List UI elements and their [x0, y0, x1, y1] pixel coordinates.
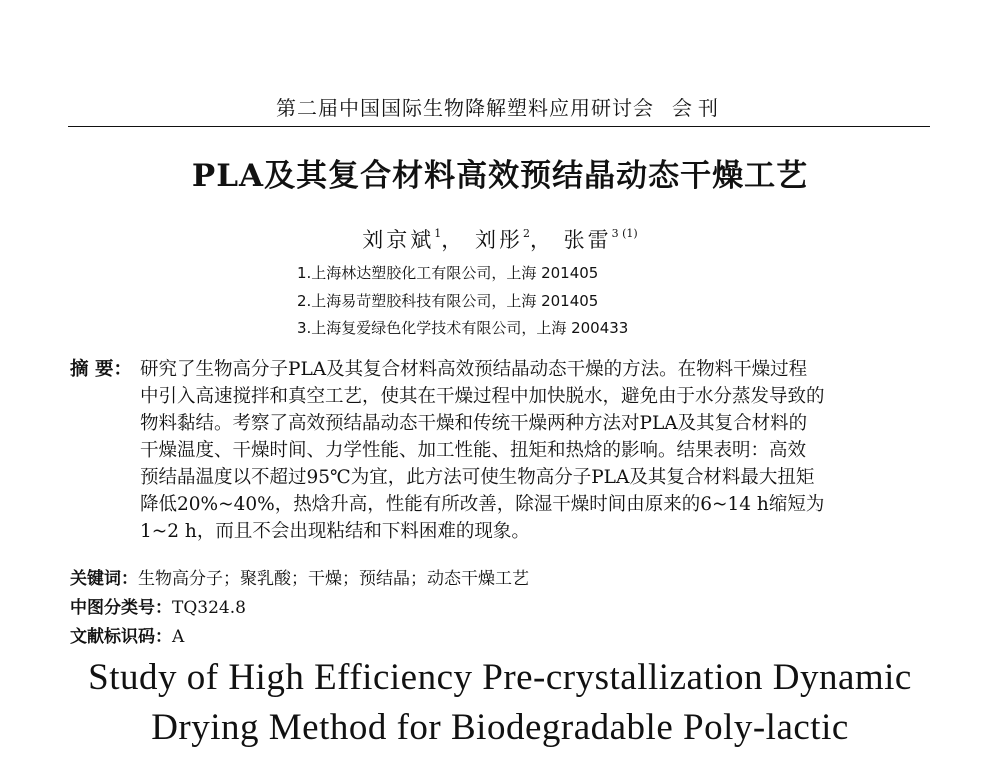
abstract-line: 物料黏结。考察了高效预结晶动态干燥和传统干燥两种方法对PLA及其复合材料的: [140, 413, 808, 434]
abstract-label: 摘 要：: [70, 359, 132, 380]
journal-name: 第二届中国国际生物降解塑料应用研讨会: [276, 96, 654, 120]
document-code-row: [70, 622, 184, 647]
abstract-line: 降低20%~40%，热焓升高，性能有所改善，除湿干燥时间由原来的6~14 h缩短为: [140, 494, 825, 515]
document-code-label: 文献标识码：: [70, 627, 172, 647]
author-affiliation-mark: 3 (1): [611, 227, 638, 240]
author-name: 刘彤: [474, 228, 523, 252]
classification-row: [70, 593, 246, 618]
author-list: 刘京斌$^1$， 刘彤$^2$， 张雷$^{3 (1)}$: [362, 227, 638, 252]
affiliation-3: 3.上海复爱绿色化学技术有限公司，上海 200433: [297, 319, 629, 337]
classification-value: TQ324.8: [172, 598, 246, 618]
journal-issue-label: 会刊: [672, 96, 724, 120]
paper-title: PLA及其复合材料高效预结晶动态干燥工艺: [191, 158, 809, 194]
author-name: 张雷: [563, 228, 612, 252]
document-code-value: A: [172, 627, 185, 647]
english-title-line-2: Drying Method for Biodegradable Poly-lactic: [151, 707, 849, 748]
journal-header: [0, 92, 1000, 121]
author-affiliation-mark: 1: [434, 227, 442, 240]
abstract-line: 1~2 h，而且不会出现粘结和下料困难的现象。: [140, 521, 530, 542]
author-name: 刘京斌: [362, 228, 435, 252]
header-divider: [68, 126, 930, 127]
classification-label: 中图分类号：: [70, 598, 172, 618]
author-affiliation-mark: 2: [522, 227, 530, 240]
abstract-section: [70, 356, 930, 551]
keywords-row: [70, 564, 529, 589]
affiliation-1: 1.上海林达塑胶化工有限公司，上海 201405: [297, 264, 599, 282]
keywords-label: 关键词：: [70, 569, 138, 589]
english-title-line-1: Study of High Efficiency Pre-crystallization Dynamic: [88, 657, 912, 698]
affiliation-2: 2.上海易苛塑胶科技有限公司，上海 201405: [297, 292, 599, 310]
abstract-line: 研究了生物高分子PLA及其复合材料高效预结晶动态干燥的方法。在物料干燥过程: [140, 359, 808, 380]
abstract-line: 预结晶温度以不超过95℃为宜，此方法可使生物高分子PLA及其复合材料最大扭矩: [140, 467, 815, 488]
keywords-value: 生物高分子；聚乳酸；干燥；预结晶；动态干燥工艺: [138, 569, 529, 589]
abstract-line: 中引入高速搅拌和真空工艺，使其在干燥过程中加快脱水，避免由于水分蒸发导致的: [140, 386, 825, 407]
abstract-line: 干燥温度、干燥时间、力学性能、加工性能、扭矩和热焓的影响。结果表明：高效: [140, 440, 807, 461]
